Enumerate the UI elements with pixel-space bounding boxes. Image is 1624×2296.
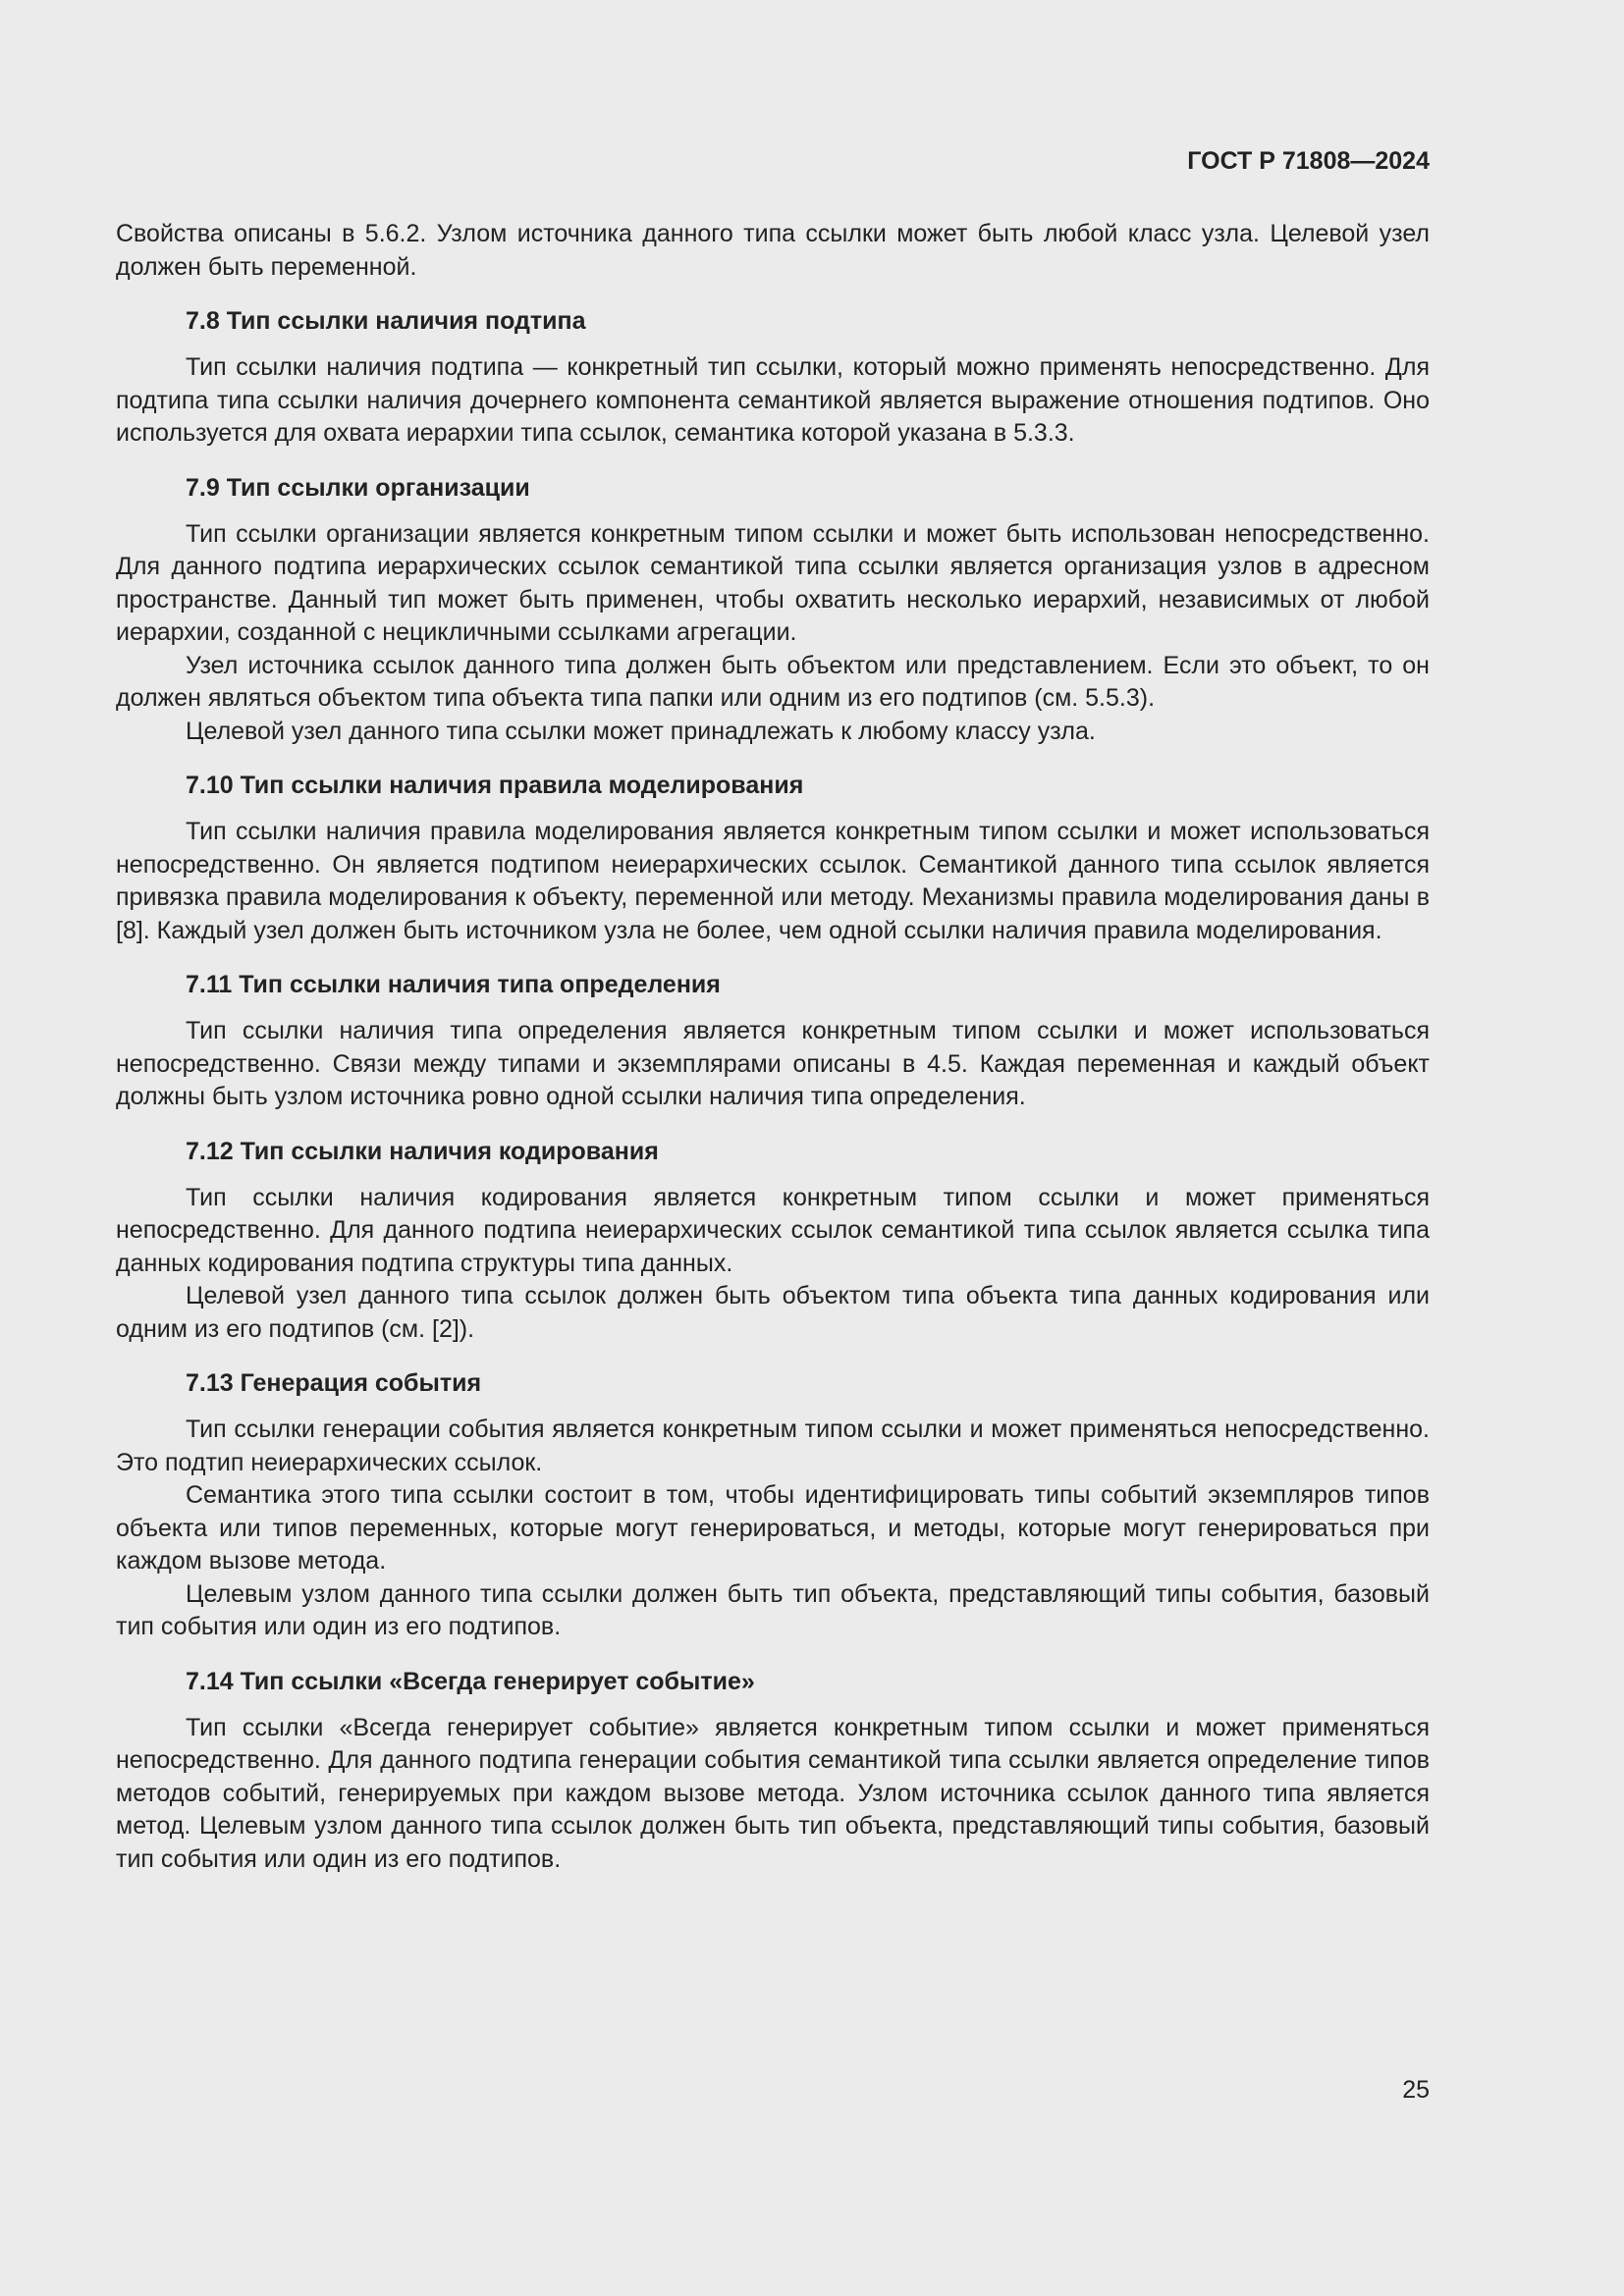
section-7-13-paragraph-2: Семантика этого типа ссылки состоит в том, чтобы идентифицировать типы событий экземпляров типов объекта или типов переменных, которые могут генерироваться, и методы, которые могут генерироваться при каждом вызове метода. <box>116 1481 1430 1575</box>
page-number: 25 <box>1402 2076 1430 2104</box>
section-7-11-paragraph-1: Тип ссылки наличия типа определения является конкретным типом ссылки и может использоваться непосредственно. Связи между типами и экземплярами описаны в 4.5. Каждая переменная и каждый объект должны быть узлом источника ровно одной ссылки наличия типа определения. <box>116 1017 1430 1110</box>
section-7-8-paragraph-1: Тип ссылки наличия подтипа — конкретный тип ссылки, который можно применять непосредственно. Для подтипа типа ссылки наличия дочернего компонента семантикой является выражение отношения подтипов. Оно используется для охвата иерархии типа ссылок, семантика которой указана в 5.3.3. <box>116 353 1430 447</box>
standard-number-header: ГОСТ Р 71808—2024 <box>1187 147 1430 175</box>
document-page <box>116 145 1430 1876</box>
section-7-9-paragraph-3: Целевой узел данного типа ссылки может принадлежать к любому классу узла. <box>186 717 1096 745</box>
section-heading-7-12: 7.12 Тип ссылки наличия кодирования <box>186 1137 659 1165</box>
section-7-12-paragraph-1: Тип ссылки наличия кодирования является конкретным типом ссылки и может применяться непосредственно. Для данного подтипа неиерархических ссылок семантикой типа ссылок является ссылка типа данных кодирования подтипа структуры типа данных. <box>116 1183 1430 1277</box>
section-7-10-paragraph-1: Тип ссылки наличия правила моделирования является конкретным типом ссылки и может использоваться непосредственно. Он является подтипом неиерархических ссылок. Семантикой данного типа ссылок является привязка правила моделирования к объекту, переменной или методу. Механизмы правила моделирования даны в [8]. Каждый узел должен быть источником узла не более, чем одной ссылки наличия правила моделирования. <box>116 818 1430 944</box>
section-heading-7-14: 7.14 Тип ссылки «Всегда генерирует событие» <box>186 1667 755 1695</box>
section-7-9-paragraph-1: Тип ссылки организации является конкретным типом ссылки и может быть использован непосредственно. Для данного подтипа иерархических ссылок семантикой типа ссылки является организация узлов в адресном пространстве. Данный тип может быть применен, чтобы охватить несколько иерархий, независимых от любой иерархии, созданной с нецикличными ссылками агрегации. <box>116 519 1430 646</box>
section-7-12-paragraph-2: Целевой узел данного типа ссылок должен быть объектом типа объекта типа данных кодирования или одним из его подтипов (см. [2]). <box>116 1282 1430 1343</box>
section-heading-7-10: 7.10 Тип ссылки наличия правила моделирования <box>186 772 804 799</box>
section-heading-7-9: 7.9 Тип ссылки организации <box>186 473 530 502</box>
section-7-13-paragraph-1: Тип ссылки генерации события является конкретным типом ссылки и может применяться непосредственно. Это подтип неиерархических ссылок. <box>116 1415 1430 1476</box>
section-7-9-paragraph-2: Узел источника ссылок данного типа должен быть объектом или представлением. Если это объект, то он должен являться объектом типа объекта типа папки или одним из его подтипов (см. 5.5.3). <box>116 651 1430 712</box>
section-7-14-paragraph-1: Тип ссылки «Всегда генерирует событие» является конкретным типом ссылки и может применяться непосредственно. Для данного подтипа генерации события семантикой типа ссылки является определение типов методов событий, генерируемых при каждом вызове метода. Узлом источника ссылок данного типа является метод. Целевым узлом данного типа ссылок должен быть тип объекта, представляющий типы события, базовый тип события или один из его подтипов. <box>116 1713 1430 1873</box>
intro-paragraph: Свойства описаны в 5.6.2. Узлом источника данного типа ссылки может быть любой класс узла. Целевой узел должен быть переменной. <box>116 220 1430 281</box>
section-heading-7-13: 7.13 Генерация события <box>186 1369 482 1397</box>
section-7-13-paragraph-3: Целевым узлом данного типа ссылки должен быть тип объекта, представляющий типы события, базовый тип события или один из его подтипов. <box>116 1579 1430 1640</box>
section-heading-7-11: 7.11 Тип ссылки наличия типа определения <box>186 971 721 998</box>
section-heading-7-8: 7.8 Тип ссылки наличия подтипа <box>186 307 586 335</box>
